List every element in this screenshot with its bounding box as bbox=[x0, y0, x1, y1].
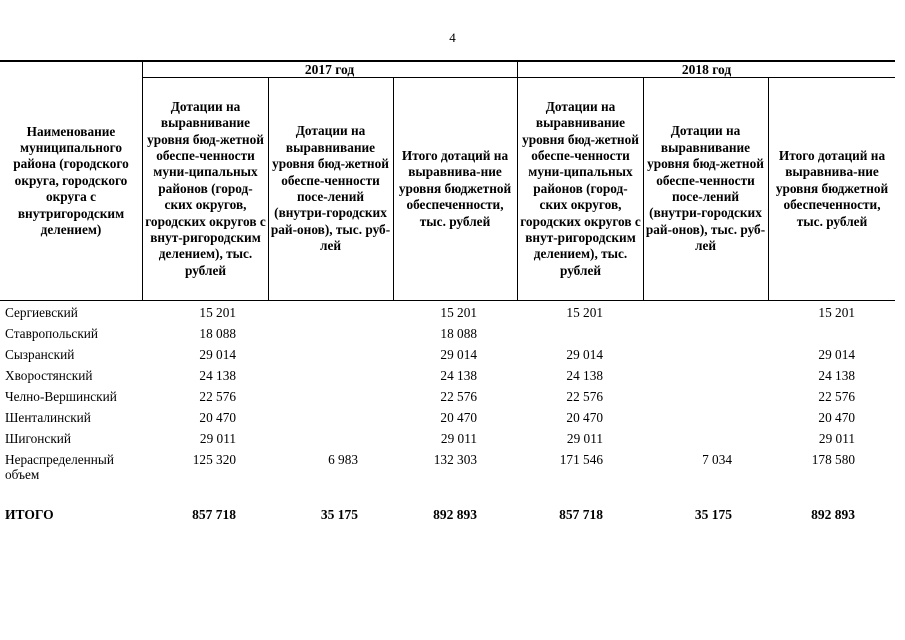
cell-2017-districts: 29 014 bbox=[199, 347, 236, 362]
total-2017-settlements: 35 175 bbox=[320, 507, 358, 522]
header-name-column: Наименование муниципального района (городского округа, городского округа с внутригородским делением) bbox=[13, 123, 129, 238]
total-label: ИТОГО bbox=[5, 507, 54, 522]
cell-2018-settlements: 7 034 bbox=[702, 452, 732, 467]
cell-2018-districts: 24 138 bbox=[566, 368, 603, 383]
row-name: Нераспределенный объем bbox=[5, 452, 114, 482]
header-2017-total: Итого дотаций на выравнива-ние уровня бюджетной обеспеченности, тыс. рублей bbox=[398, 147, 512, 229]
table-row bbox=[0, 389, 905, 410]
cell-2017-districts: 125 320 bbox=[192, 452, 236, 467]
column-divider bbox=[142, 60, 143, 301]
column-divider bbox=[643, 77, 644, 301]
total-2018-settlements: 35 175 bbox=[694, 507, 732, 522]
cell-2018-total: 22 576 bbox=[818, 389, 855, 404]
total-2018-total: 892 893 bbox=[811, 507, 855, 522]
row-name: Хворостянский bbox=[5, 368, 93, 383]
cell-2017-districts: 15 201 bbox=[199, 305, 236, 320]
cell-2017-districts: 20 470 bbox=[199, 410, 236, 425]
row-name: Шенталинский bbox=[5, 410, 91, 425]
cell-2018-total: 15 201 bbox=[818, 305, 855, 320]
column-divider bbox=[393, 77, 394, 301]
cell-2018-districts: 29 011 bbox=[566, 431, 603, 446]
table-row bbox=[0, 410, 905, 431]
year-header-2018: 2018 год bbox=[681, 62, 732, 77]
table-row bbox=[0, 326, 905, 347]
cell-2017-districts: 29 011 bbox=[199, 431, 236, 446]
cell-2018-total: 29 011 bbox=[818, 431, 855, 446]
cell-2017-total: 18 088 bbox=[440, 326, 477, 341]
table-row bbox=[0, 431, 905, 452]
cell-2018-districts: 29 014 bbox=[566, 347, 603, 362]
row-name: Шигонский bbox=[5, 431, 72, 446]
cell-2017-total: 29 011 bbox=[440, 431, 477, 446]
header-2018-total: Итого дотаций на выравнива-ние уровня бюджетной обеспеченности, тыс. рублей bbox=[775, 147, 889, 229]
row-name: Сергиевский bbox=[5, 305, 78, 320]
header-2017-settlements: Дотации на выравнивание уровня бюд-жетной обеспе-ченности посе-лений (внутри-городских рай-онов), тыс. руб-лей bbox=[270, 123, 391, 254]
cell-2017-districts: 18 088 bbox=[199, 326, 236, 341]
cell-2018-total: 178 580 bbox=[811, 452, 855, 467]
cell-2017-total: 15 201 bbox=[440, 305, 477, 320]
cell-2017-total: 20 470 bbox=[440, 410, 477, 425]
cell-2018-total: 24 138 bbox=[818, 368, 855, 383]
header-2018-municipal-districts: Дотации на выравнивание уровня бюд-жетной обеспе-ченности муни-ципальных районов (город-ских округов, городских округов с внут-ригородским делением), тыс. рублей bbox=[520, 98, 641, 278]
cell-2018-districts: 15 201 bbox=[566, 305, 603, 320]
page-number: 4 bbox=[449, 30, 456, 45]
table-row bbox=[0, 368, 905, 389]
cell-2017-total: 24 138 bbox=[440, 368, 477, 383]
cell-2017-total: 132 303 bbox=[433, 452, 477, 467]
total-2017-districts: 857 718 bbox=[192, 507, 236, 522]
cell-2018-districts: 171 546 bbox=[559, 452, 603, 467]
row-name: Ставропольский bbox=[5, 326, 99, 341]
cell-2017-total: 29 014 bbox=[440, 347, 477, 362]
row-name: Челно-Вершинский bbox=[5, 389, 117, 404]
header-2017-municipal-districts: Дотации на выравнивание уровня бюд-жетной обеспе-ченности муни-ципальных районов (город-ских округов, городских округов с внут-ригородским делением), тыс. рублей bbox=[145, 98, 266, 278]
total-row bbox=[0, 507, 905, 528]
column-divider bbox=[517, 60, 518, 301]
year-header-2017: 2017 год bbox=[304, 62, 355, 77]
row-name: Сызранский bbox=[5, 347, 75, 362]
column-divider bbox=[768, 77, 769, 301]
cell-2017-settlements: 6 983 bbox=[328, 452, 358, 467]
table-row bbox=[0, 347, 905, 368]
cell-2018-districts: 20 470 bbox=[566, 410, 603, 425]
header-bottom-border bbox=[0, 300, 895, 301]
cell-2018-total: 29 014 bbox=[818, 347, 855, 362]
table-row bbox=[0, 452, 905, 486]
cell-2017-districts: 24 138 bbox=[199, 368, 236, 383]
cell-2018-districts: 22 576 bbox=[566, 389, 603, 404]
cell-2017-districts: 22 576 bbox=[199, 389, 236, 404]
cell-2018-total: 20 470 bbox=[818, 410, 855, 425]
total-2018-districts: 857 718 bbox=[559, 507, 603, 522]
cell-2017-total: 22 576 bbox=[440, 389, 477, 404]
total-2017-total: 892 893 bbox=[433, 507, 477, 522]
table-row bbox=[0, 305, 905, 326]
column-divider bbox=[268, 77, 269, 301]
header-2018-settlements: Дотации на выравнивание уровня бюд-жетной обеспе-ченности посе-лений (внутри-городских рай-онов), тыс. руб-лей bbox=[645, 123, 766, 254]
